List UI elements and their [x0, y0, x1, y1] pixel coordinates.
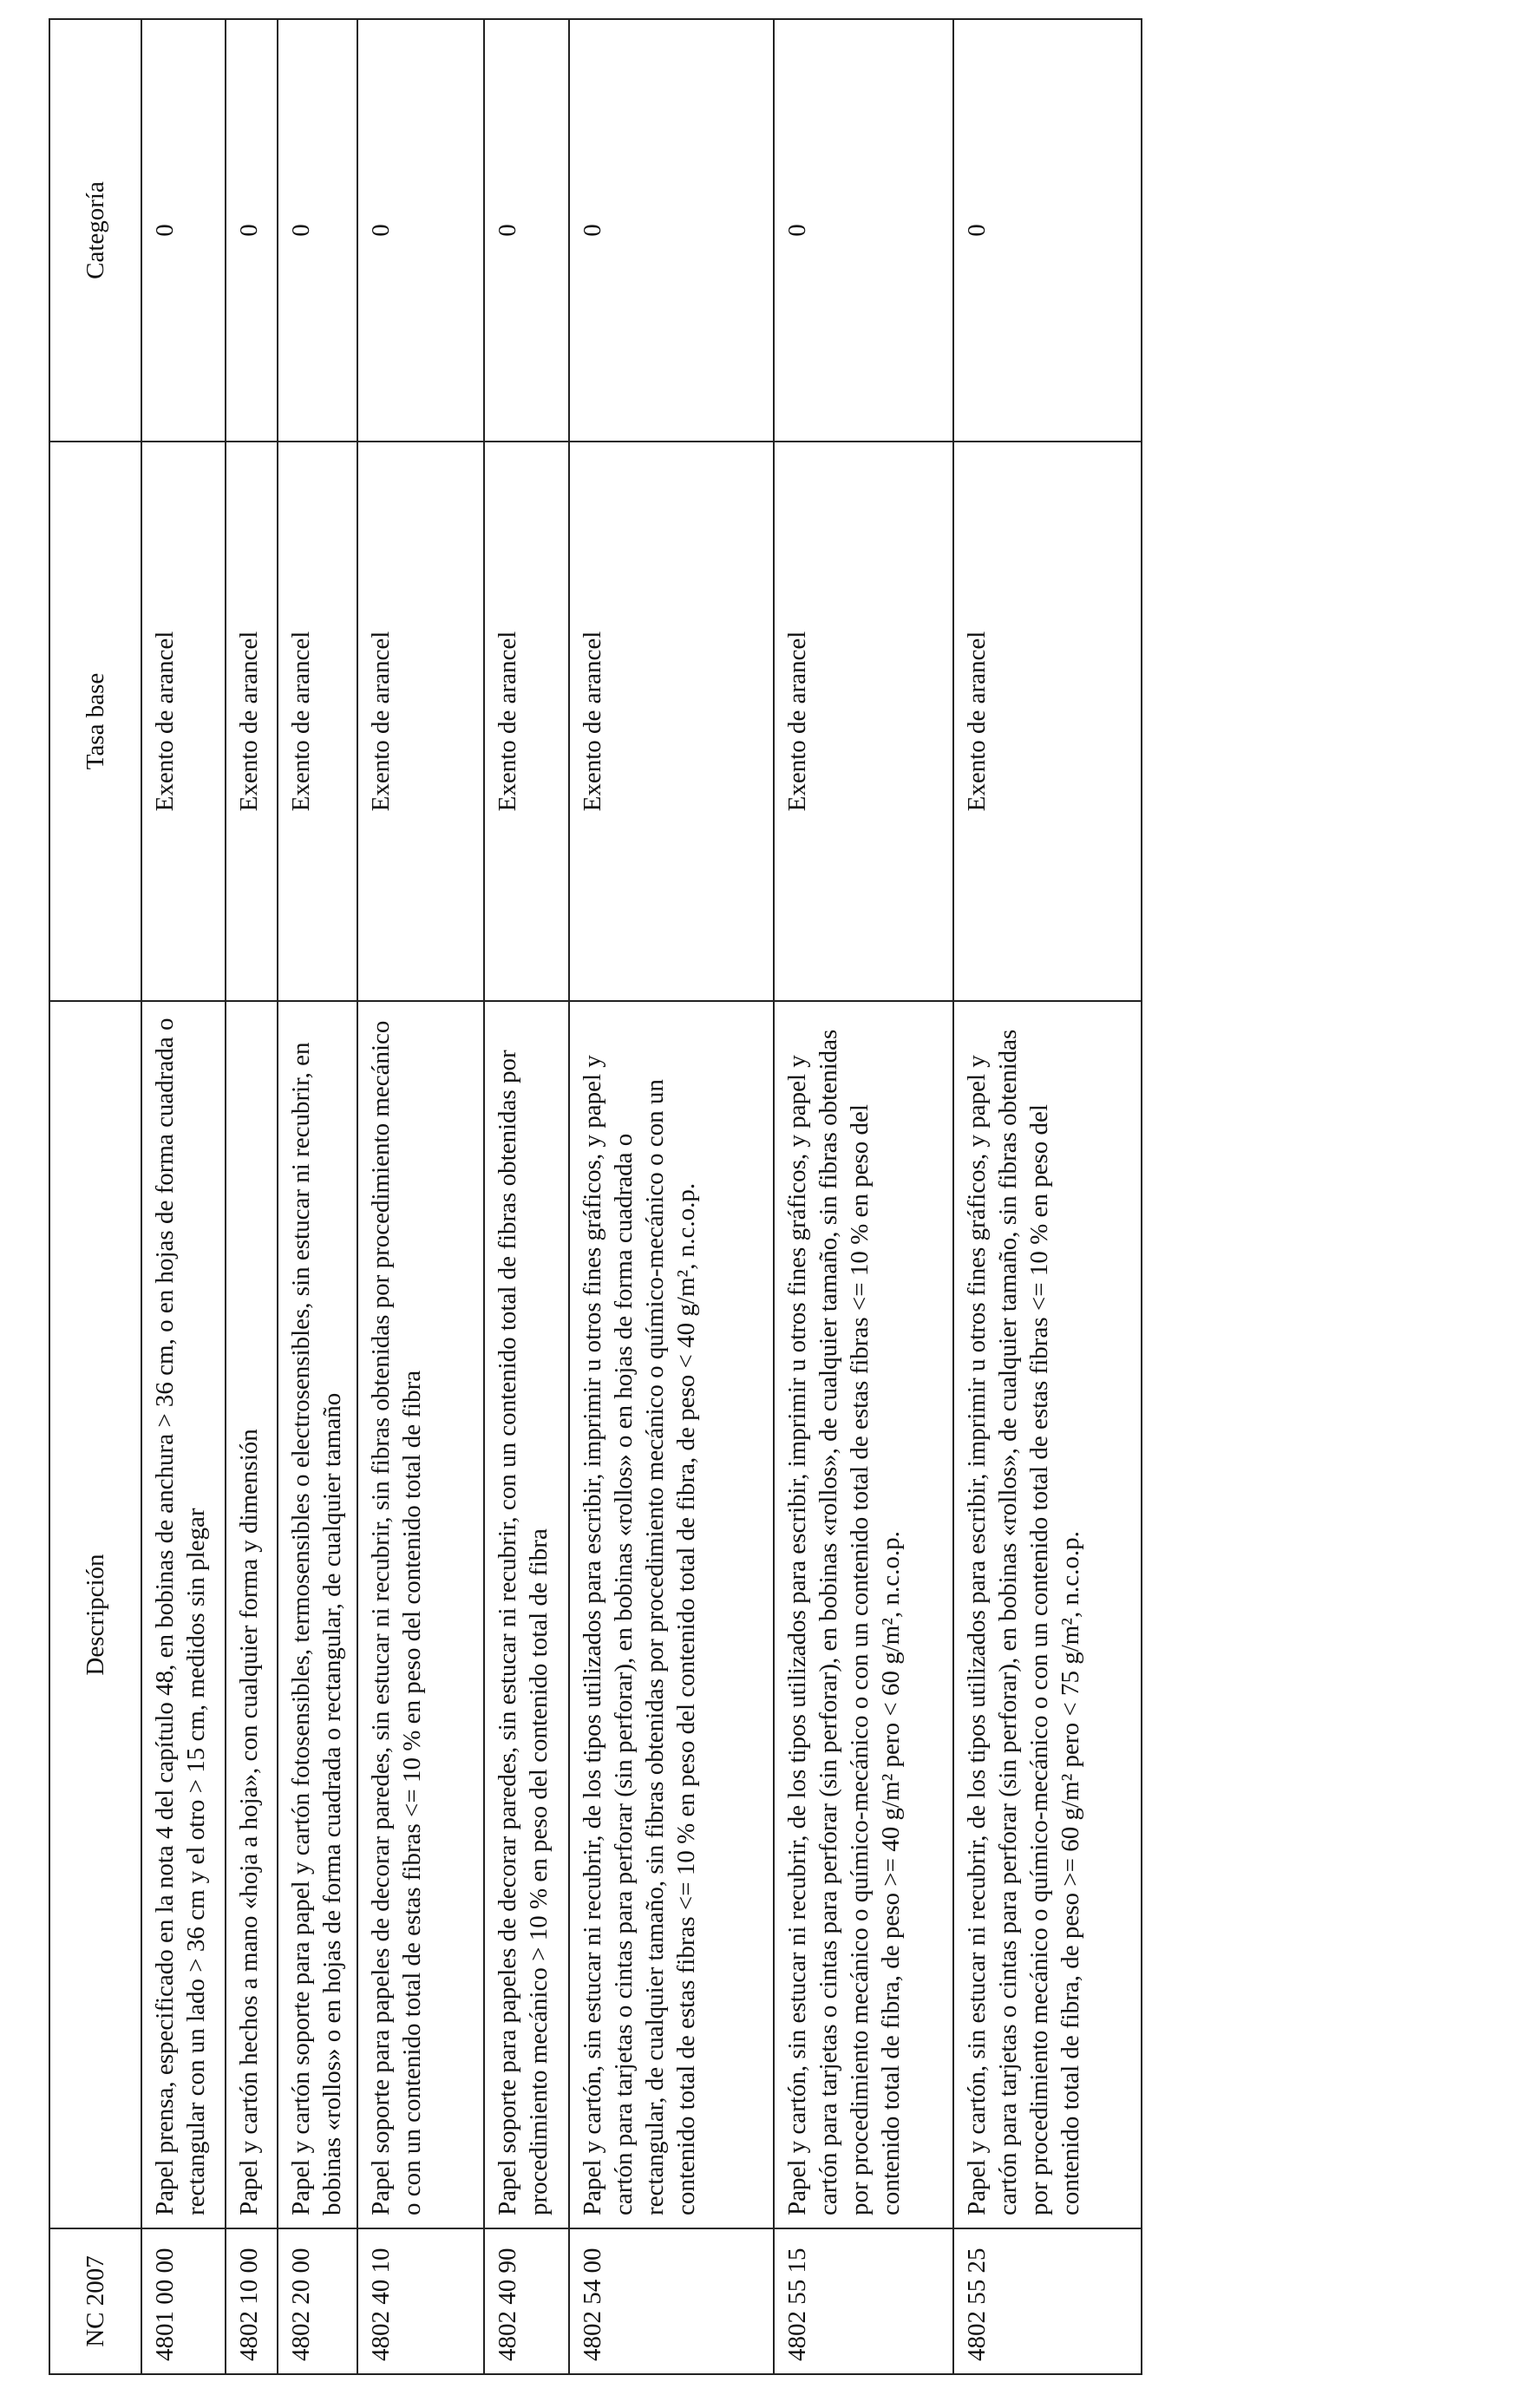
- cell-description: Papel y cartón, sin estucar ni recubrir, de los tipos utilizados para escribir, imprimir u otros fines gráficos, y papel y cartón para tarjetas o cintas para perforar (sin perforar), en bobinas «rollos» o en hojas de forma cuadrada o rectangular, de cualquier tamaño, sin fibras obtenidas por procedimiento mecánico o químico-mecánico o con un contenido total de estas fibras <= 10 % en peso del contenido total de fibra, de peso < 40 g/m², n.c.o.p.: [569, 1001, 774, 2228]
- cell-code: 4802 10 00: [226, 2228, 278, 2374]
- table-row: [357, 19, 484, 2374]
- cell-description: Papel prensa, especificado en la nota 4 del capítulo 48, en bobinas de anchura > 36 cm, o en hojas de forma cuadrada o rectangular con un lado > 36 cm y el otro > 15 cm, medidos sin plegar: [141, 1001, 226, 2228]
- cell-base-rate: Exento de arancel: [141, 442, 226, 1001]
- table-row: [953, 19, 1142, 2374]
- cell-base-rate: Exento de arancel: [226, 442, 278, 1001]
- cell-code: 4802 40 10: [357, 2228, 484, 2374]
- cell-category: 0: [278, 19, 357, 442]
- cell-base-rate: Exento de arancel: [357, 442, 484, 1001]
- header-code: NC 2007: [49, 2228, 141, 2374]
- cell-description: Papel soporte para papeles de decorar paredes, sin estucar ni recubrir, sin fibras obtenidas por procedimiento mecánico o con un contenido total de estas fibras <= 10 % en peso del contenido total de fibra: [357, 1001, 484, 2228]
- table-row: [278, 19, 357, 2374]
- cell-category: 0: [357, 19, 484, 442]
- cell-base-rate: Exento de arancel: [953, 442, 1142, 1001]
- cell-description: Papel y cartón hechos a mano «hoja a hoja», con cualquier forma y dimensión: [226, 1001, 278, 2228]
- table-row: [569, 19, 774, 2374]
- table-header-row: [49, 19, 141, 2374]
- cell-code: 4802 40 90: [484, 2228, 569, 2374]
- table-row: [774, 19, 953, 2374]
- cell-code: 4802 55 15: [774, 2228, 953, 2374]
- table-row: [484, 19, 569, 2374]
- cell-base-rate: Exento de arancel: [484, 442, 569, 1001]
- cell-description: Papel y cartón, sin estucar ni recubrir, de los tipos utilizados para escribir, imprimir u otros fines gráficos, y papel y cartón para tarjetas o cintas para perforar (sin perforar), en bobinas «rollos», de cualquier tamaño, sin fibras obtenidas por procedimiento mecánico o químico-mecánico o con un contenido total de estas fibras <= 10 % en peso del contenido total de fibra, de peso >= 40 g/m² pero < 60 g/m², n.c.o.p.: [774, 1001, 953, 2228]
- header-base-rate: Tasa base: [49, 442, 141, 1001]
- cell-category: 0: [953, 19, 1142, 442]
- header-category: Categoría: [49, 19, 141, 442]
- table-row: [226, 19, 278, 2374]
- cell-code: 4802 20 00: [278, 2228, 357, 2374]
- cell-code: 4802 55 25: [953, 2228, 1142, 2374]
- tariff-table: [49, 18, 1142, 2375]
- cell-base-rate: Exento de arancel: [278, 442, 357, 1001]
- cell-category: 0: [569, 19, 774, 442]
- cell-base-rate: Exento de arancel: [569, 442, 774, 1001]
- cell-description: Papel soporte para papeles de decorar paredes, sin estucar ni recubrir, con un contenido total de fibras obtenidas por procedimiento mecánico > 10 % en peso del contenido total de fibra: [484, 1001, 569, 2228]
- cell-code: 4801 00 00: [141, 2228, 226, 2374]
- cell-base-rate: Exento de arancel: [774, 442, 953, 1001]
- rotated-page: [49, 20, 1136, 2375]
- cell-category: 0: [141, 19, 226, 442]
- cell-category: 0: [226, 19, 278, 442]
- header-description: Descripción: [49, 1001, 141, 2228]
- cell-category: 0: [774, 19, 953, 442]
- cell-category: 0: [484, 19, 569, 442]
- cell-description: Papel y cartón, sin estucar ni recubrir, de los tipos utilizados para escribir, imprimir u otros fines gráficos, y papel y cartón para tarjetas o cintas para perforar (sin perforar), en bobinas «rollos», de cualquier tamaño, sin fibras obtenidas por procedimiento mecánico o químico-mecánico o con un contenido total de estas fibras <= 10 % en peso del contenido total de fibra, de peso >= 60 g/m² pero < 75 g/m², n.c.o.p.: [953, 1001, 1142, 2228]
- cell-code: 4802 54 00: [569, 2228, 774, 2374]
- cell-description: Papel y cartón soporte para papel y cartón fotosensibles, termosensibles o electrosensibles, sin estucar ni recubrir, en bobinas «rollos» o en hojas de forma cuadrada o rectangular, de cualquier tamaño: [278, 1001, 357, 2228]
- table-row: [141, 19, 226, 2374]
